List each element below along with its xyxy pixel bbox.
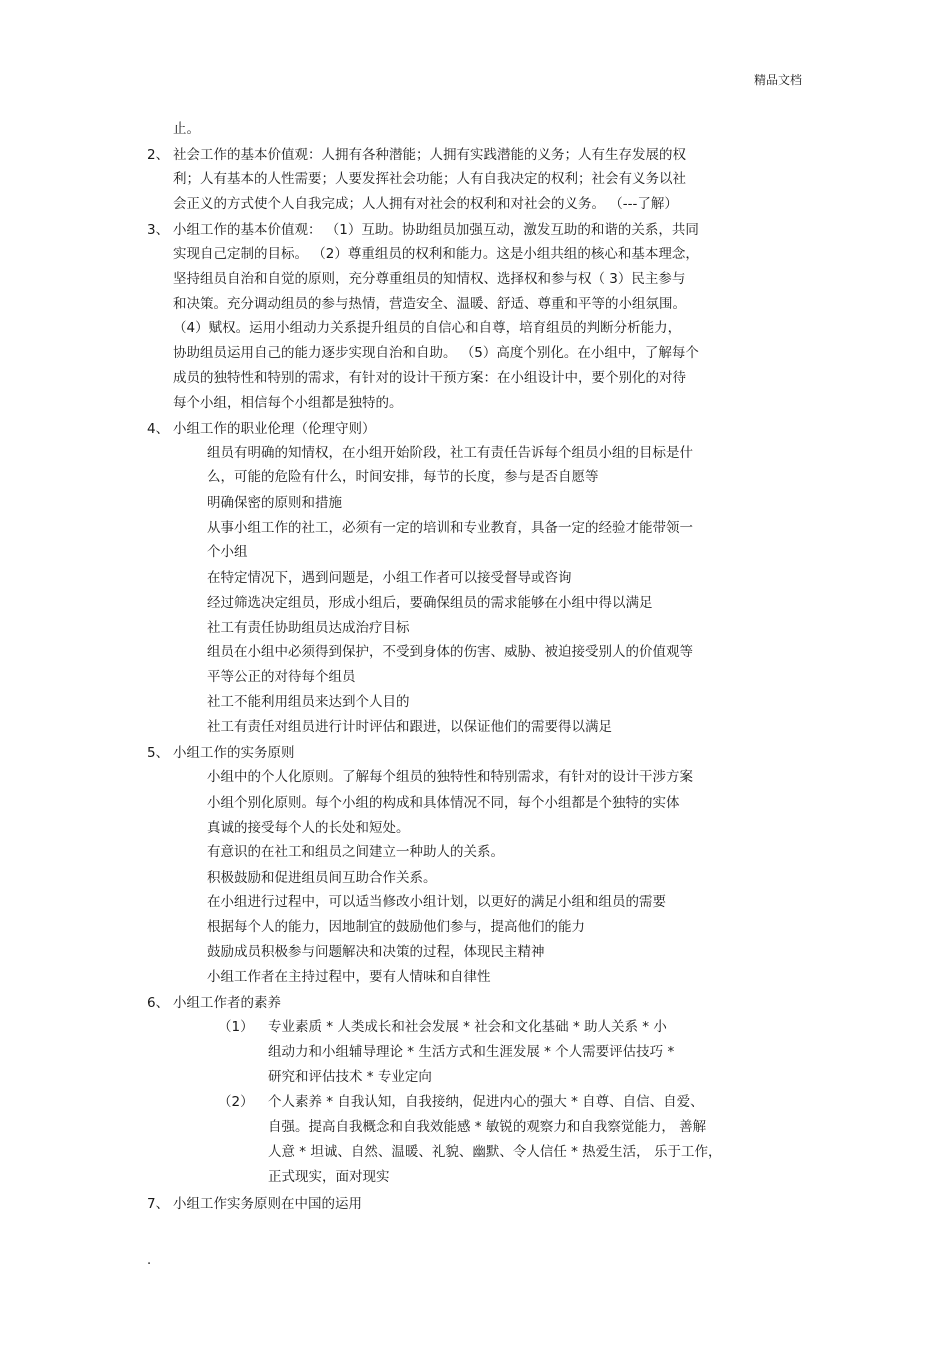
paragraph-line: 成员的独特性和特别的需求，有针对的设计干预方案：在小组设计中，要个别化的对待 [173,370,686,386]
list-item: 经过筛选决定组员，形成小组后，要确保组员的需求能够在小组中得以满足 [207,595,653,611]
list-item: 小组中的个人化原则。了解每个组员的独特性和特别需求，有针对的设计干涉方案 [207,769,693,785]
list-item: 小组个别化原则。每个小组的构成和具体情况不同，每个小组都是个独特的实体 [207,795,680,811]
list-item: 积极鼓励和促进组员间互助合作关系。 [207,870,437,886]
paragraph-line: 社会工作的基本价值观：人拥有各种潜能；人拥有实践潜能的义务；人有生存发展的权 [173,147,686,163]
subsection-marker: （2） [218,1094,254,1110]
list-item: 社工有责任对组员进行计时评估和跟进，以保证他们的需要得以满足 [207,719,612,735]
continuation-line: 止。 [173,121,200,137]
subsection-line: 研究和评估技术 * 专业定向 [268,1069,432,1085]
section-title: 小组工作者的素养 [173,995,281,1011]
paragraph-line: 和决策。充分调动组员的参与热情，营造安全、温暖、舒适、尊重和平等的小组氛围。 [173,296,686,312]
section-title: 小组工作的职业伦理（伦理守则） [173,421,376,437]
list-item: 从事小组工作的社工，必须有一定的培训和专业教育，具备一定的经验才能带领一 [207,520,693,536]
list-item: 在特定情况下，遇到问题是，小组工作者可以接受督导或咨询 [207,570,572,586]
list-item: 有意识的在社工和组员之间建立一种助人的关系。 [207,844,504,860]
list-item: 组员有明确的知情权，在小组开始阶段，社工有责任告诉每个组员小组的目标是什 [207,445,693,461]
list-item: 平等公正的对待每个组员 [207,669,356,685]
paragraph-line: 坚持组员自治和自觉的原则，充分尊重组员的知情权、选择权和参与权（ 3）民主参与 [173,271,686,287]
paragraph-line: 利；人有基本的人性需要；人要发挥社会功能；人有自我决定的权利；社会有义务以社 [173,171,686,187]
list-item: 小组工作者在主持过程中，要有人情味和自律性 [207,969,491,985]
subsection-line: 个人素养 * 自我认知，自我接纳，促进内心的强大 * 自尊、自信、自爱、 [268,1094,704,1110]
section-number: 3、 [147,222,170,238]
list-item: 根据每个人的能力，因地制宜的鼓励他们参与，提高他们的能力 [207,919,585,935]
list-item: 组员在小组中必须得到保护，不受到身体的伤害、威胁、被迫接受别人的价值观等 [207,644,693,660]
subsection-line: 人意 * 坦诚、自然、温暖、礼貌、幽默、令人信任 * 热爱生活， 乐于工作， [268,1144,722,1160]
list-item: 个小组 [207,544,248,560]
list-item: 明确保密的原则和措施 [207,495,342,511]
list-item: 么，可能的危险有什么，时间安排，每节的长度，参与是否自愿等 [207,469,599,485]
list-item: 在小组进行过程中，可以适当修改小组计划，以更好的满足小组和组员的需要 [207,894,666,910]
paragraph-line: 会正义的方式使个人自我完成；人人拥有对社会的权利和对社会的义务。 （---了解） [173,196,678,212]
subsection-line: 专业素质 * 人类成长和社会发展 * 社会和文化基础 * 助人关系 * 小 [268,1019,667,1035]
subsection-line: 正式现实，面对现实 [268,1169,390,1185]
subsection-marker: （1） [218,1019,254,1035]
section-number: 2、 [147,147,170,163]
section-number: 6、 [147,995,170,1011]
section-title: 小组工作实务原则在中国的运用 [173,1196,362,1212]
section-title: 小组工作的实务原则 [173,745,295,761]
subsection-line: 组动力和小组辅导理论 * 生活方式和生涯发展 * 个人需要评估技巧 * [268,1044,675,1060]
paragraph-line: 实现自己定制的目标。 （2）尊重组员的权利和能力。这是小组共组的核心和基本理念， [173,246,699,262]
paragraph-line: 协助组员运用自己的能力逐步实现自治和自助。 （5）高度个别化。在小组中，了解每个 [173,345,699,361]
page-header-label: 精品文档 [753,73,802,87]
paragraph-line: 小组工作的基本价值观： （1）互助。协助组员加强互动，激发互助的和谐的关系，共同 [173,222,699,238]
paragraph-line: （4）赋权。运用小组动力关系提升组员的自信心和自尊，培育组员的判断分析能力， [173,320,682,336]
section-number: 7、 [147,1196,170,1212]
list-item: 社工有责任协助组员达成治疗目标 [207,620,410,636]
list-item: 真诚的接受每个人的长处和短处。 [207,820,410,836]
section-number: 4、 [147,421,170,437]
paragraph-line: 每个小组，相信每个小组都是独特的。 [173,395,403,411]
page-footer-mark: . [147,1253,152,1268]
list-item: 社工不能利用组员来达到个人目的 [207,694,410,710]
subsection-line: 自强。提高自我概念和自我效能感 * 敏锐的观察力和自我察觉能力， 善解 [268,1119,707,1135]
list-item: 鼓励成员积极参与问题解决和决策的过程，体现民主精神 [207,944,545,960]
section-number: 5、 [147,745,170,761]
